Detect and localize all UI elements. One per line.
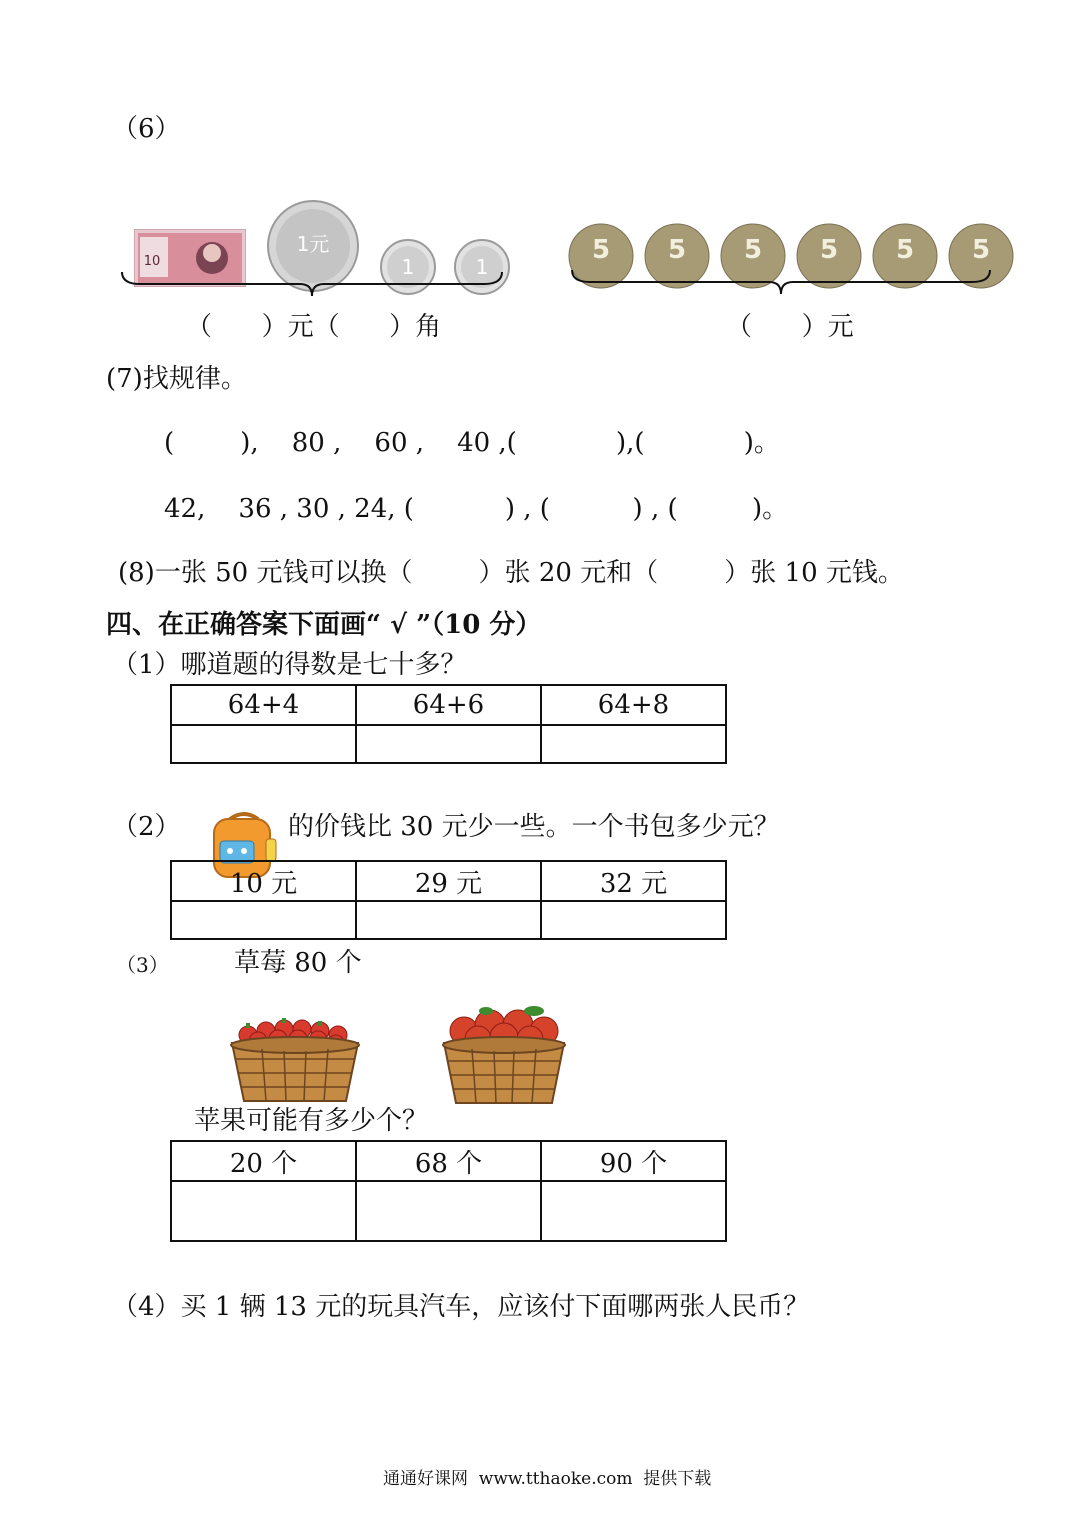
s4-q1-answer-table <box>170 684 727 764</box>
option-cell: 32 元 <box>541 861 726 901</box>
svg-text:5: 5 <box>820 235 839 265</box>
backpack-image <box>198 792 270 860</box>
answer-cell[interactable] <box>171 901 356 939</box>
apple-basket-image <box>430 976 558 1088</box>
svg-text:1: 1 <box>475 255 489 279</box>
s4-q2-answer-table <box>170 860 727 940</box>
ten-yuan-banknote-image <box>124 210 236 268</box>
s4-q1-text: （1）哪道题的得数是七十多？ <box>112 650 467 680</box>
answer-cell[interactable] <box>541 901 726 939</box>
option-cell: 64+4 <box>171 685 356 725</box>
option-cell: 64+6 <box>356 685 541 725</box>
section4-title: 四、在正确答案下面画“ √ ”（10 分） <box>106 610 542 640</box>
q7-label: (7)找规律。 <box>106 364 247 394</box>
answer-cell[interactable] <box>171 725 356 763</box>
svg-text:5: 5 <box>744 235 763 265</box>
q6-label: （6） <box>112 114 181 144</box>
five-jiao-coins-row <box>558 204 1004 270</box>
coin-1yuan-text: 1元 <box>296 232 330 256</box>
svg-text:5: 5 <box>896 235 915 265</box>
q7-sequence-2: 42, 36 , 30 , 24, ( ) , ( ) , ( )。 <box>164 494 789 524</box>
s4-q2-text: 的价钱比 30 元少一些。一个书包多少元？ <box>288 812 780 842</box>
banknote-value-text: 10 <box>143 254 161 269</box>
svg-text:5: 5 <box>668 235 687 265</box>
q6-answer-right: （ ）元 <box>726 312 854 342</box>
strawberry-count-text: 草莓 80 个 <box>234 948 362 978</box>
one-jiao-coin-image <box>444 220 500 279</box>
s4-q3-question: 苹果可能有多少个？ <box>194 1106 429 1136</box>
s4-q2-label: （2） <box>112 812 181 842</box>
option-cell: 64+8 <box>541 685 726 725</box>
svg-text:5: 5 <box>972 235 991 265</box>
s4-q3-answer-table <box>170 1140 727 1242</box>
option-cell: 90 个 <box>541 1141 726 1181</box>
option-cell: 68 个 <box>356 1141 541 1181</box>
option-cell: 29 元 <box>356 861 541 901</box>
s4-q3-label: （3） <box>116 953 169 977</box>
answer-cell[interactable] <box>541 725 726 763</box>
answer-cell[interactable] <box>356 725 541 763</box>
s4-q4-text: （4）买 1 辆 13 元的玩具汽车，应该付下面哪两张人民币？ <box>112 1292 810 1322</box>
right-brace <box>570 268 992 298</box>
q7-sequence-1: ( ), 80 , 60 , 40 ,( ),( )。 <box>164 428 780 458</box>
answer-cell[interactable] <box>356 901 541 939</box>
q8-text: (8)一张 50 元钱可以换（ ）张 20 元和（ ）张 10 元钱。 <box>118 558 904 588</box>
strawberry-basket-image <box>218 990 352 1086</box>
option-cell: 10 元 <box>171 861 356 901</box>
one-yuan-coin-image <box>256 180 350 274</box>
one-jiao-coin-image <box>370 220 426 279</box>
svg-text:1: 1 <box>401 255 415 279</box>
answer-cell[interactable] <box>171 1181 356 1241</box>
svg-text:5: 5 <box>592 235 611 265</box>
left-brace <box>120 270 504 300</box>
page-footer: 通通好课网 www.tthaoke.com 提供下载 <box>383 1469 712 1489</box>
answer-cell[interactable] <box>541 1181 726 1241</box>
option-cell: 20 个 <box>171 1141 356 1181</box>
answer-cell[interactable] <box>356 1181 541 1241</box>
q6-answer-left: （ ）元（ ）角 <box>186 312 442 342</box>
